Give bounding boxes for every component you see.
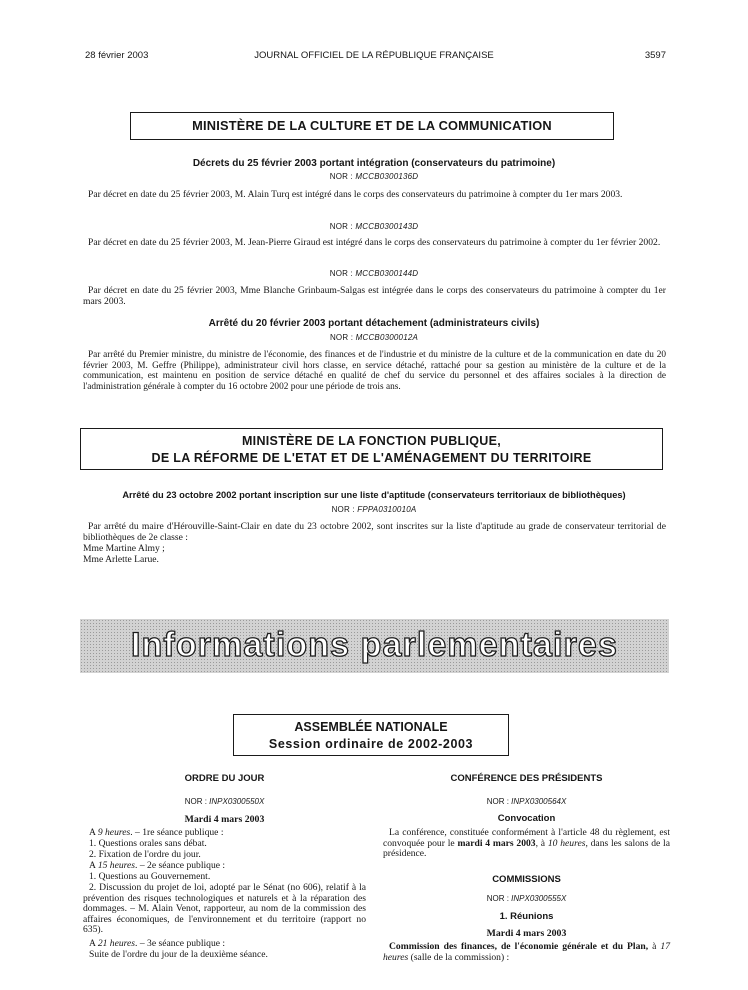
commissions-heading: COMMISSIONS <box>492 874 561 885</box>
header-page-number: 3597 <box>644 50 666 61</box>
header-date: 28 février 2003 <box>85 50 149 61</box>
assemblee-session: Session ordinaire de 2002-2003 <box>268 736 474 751</box>
agenda-item: 1. Questions au Gouvernement. <box>89 871 211 882</box>
nor-reference: NOR : MCCB0300143D <box>329 222 419 231</box>
agenda-item: Suite de l'ordre du jour de la deuxième séance. <box>89 949 268 960</box>
nor-reference: NOR : INPX0300550X <box>184 797 265 806</box>
ordre-du-jour-column <box>83 0 366 990</box>
banner-title: Informations parlementaires <box>131 626 618 664</box>
decrets-title: Décrets du 25 février 2003 portant intégration (conservateurs du patrimoine) <box>192 158 556 169</box>
ministry-heading-line: MINISTÈRE DE LA FONCTION PUBLIQUE, <box>241 434 502 448</box>
session-date: Mardi 4 mars 2003 <box>184 814 265 825</box>
convocation-text: La conférence, constituée conformément à l'article 48 du règlement, est convoquée pour le mardi 4 mars 2003, à 10 heures, dans les salons de la présidence. <box>383 827 670 860</box>
arrete-text: Par arrêté du Premier ministre, du ministre de l'économie, des finances et de l'industrie et du ministre de la culture et de la communication en date du 20 février 2003, M. Geffre (Philippe), administrateur civil hors classe, en service détaché, rattaché pour sa gestion au ministère de la culture et de la communication, est maintenu en position de service détaché en qualité de chef du service du personnel et des affaires sociales à la direction de l'administration générale à compter du 16 octobre 2002 pour une période de trois ans. <box>83 350 666 392</box>
nor-reference: NOR : INPX0300564X <box>486 797 567 806</box>
nor-reference: NOR : MCCB0300012A <box>329 333 419 342</box>
header-journal-title: JOURNAL OFFICIEL DE LA RÉPUBLIQUE FRANÇAISE <box>254 50 494 61</box>
ministry-heading-line: DE LA RÉFORME DE L'ETAT ET DE L'AMÉNAGEMENT DU TERRITOIRE <box>151 451 592 465</box>
agenda-item: 1. Questions orales sans débat. <box>89 838 207 849</box>
seance-line: A 15 heures. – 2e séance publique : <box>89 860 226 871</box>
convocation-heading: Convocation <box>497 813 556 824</box>
nor-reference: NOR : MCCB0300136D <box>329 172 419 181</box>
decree-text: Par décret en date du 25 février 2003, Mme Blanche Grinbaum-Salgas est intégrée dans le corps des conservateurs du patrimoine à compter du 1er mars 2003. <box>83 285 666 307</box>
ordre-du-jour-heading: ORDRE DU JOUR <box>184 773 265 784</box>
conference-heading: CONFÉRENCE DES PRÉSIDENTS <box>450 773 603 784</box>
decree-text: Par décret en date du 25 février 2003, M. Jean-Pierre Giraud est intégré dans le corps des conservateurs du patrimoine à compter du 1er février 2002. <box>88 237 661 248</box>
nor-reference: NOR : INPX0300555X <box>486 894 567 903</box>
seance-line: A 9 heures. – 1re séance publique : <box>89 827 224 838</box>
nor-reference: NOR : MCCB0300144D <box>329 269 419 278</box>
ministry-culture-heading: MINISTÈRE DE LA CULTURE ET DE LA COMMUNICATION <box>130 112 614 140</box>
agenda-item: 2. Discussion du projet de loi, adopté par le Sénat (no 606), relatif à la prévention des risques technologiques et naturels et à la réparation des dommages. – M. Alain Venot, rapporteur, au nom de la commission des affaires économiques, de l'environnement et du territoire (rapport no 635). <box>83 882 366 936</box>
arrete-text: Par arrêté du maire d'Hérouville-Saint-Clair en date du 23 octobre 2002, sont inscrites sur la liste d'aptitude au grade de conservateur territorial de bibliothèques de 2e classe : <box>83 521 666 543</box>
name-entry: Mme Martine Almy ; <box>83 543 165 554</box>
arrete-title: Arrêté du 23 octobre 2002 portant inscription sur une liste d'aptitude (conservateurs territoriaux de bibliothèques) <box>122 490 626 500</box>
seance-line: A 21 heures. – 3e séance publique : <box>89 938 226 949</box>
session-date: Mardi 4 mars 2003 <box>486 928 567 939</box>
nor-reference: NOR : FPPA0310010A <box>331 505 417 514</box>
name-entry: Mme Arlette Larue. <box>83 554 159 565</box>
reunions-heading: 1. Réunions <box>499 911 554 922</box>
conference-column <box>383 0 670 990</box>
assemblee-title: ASSEMBLÉE NATIONALE <box>294 720 448 734</box>
commission-text: Commission des finances, de l'économie générale et du Plan, à 17 heures (salle de la commission) : <box>383 941 670 963</box>
decree-text: Par décret en date du 25 février 2003, M. Alain Turq est intégré dans le corps des conservateurs du patrimoine à compter du 1er mars 2003. <box>88 189 623 200</box>
arrete-title: Arrêté du 20 février 2003 portant détachement (administrateurs civils) <box>208 318 540 329</box>
agenda-item: 2. Fixation de l'ordre du jour. <box>89 849 201 860</box>
